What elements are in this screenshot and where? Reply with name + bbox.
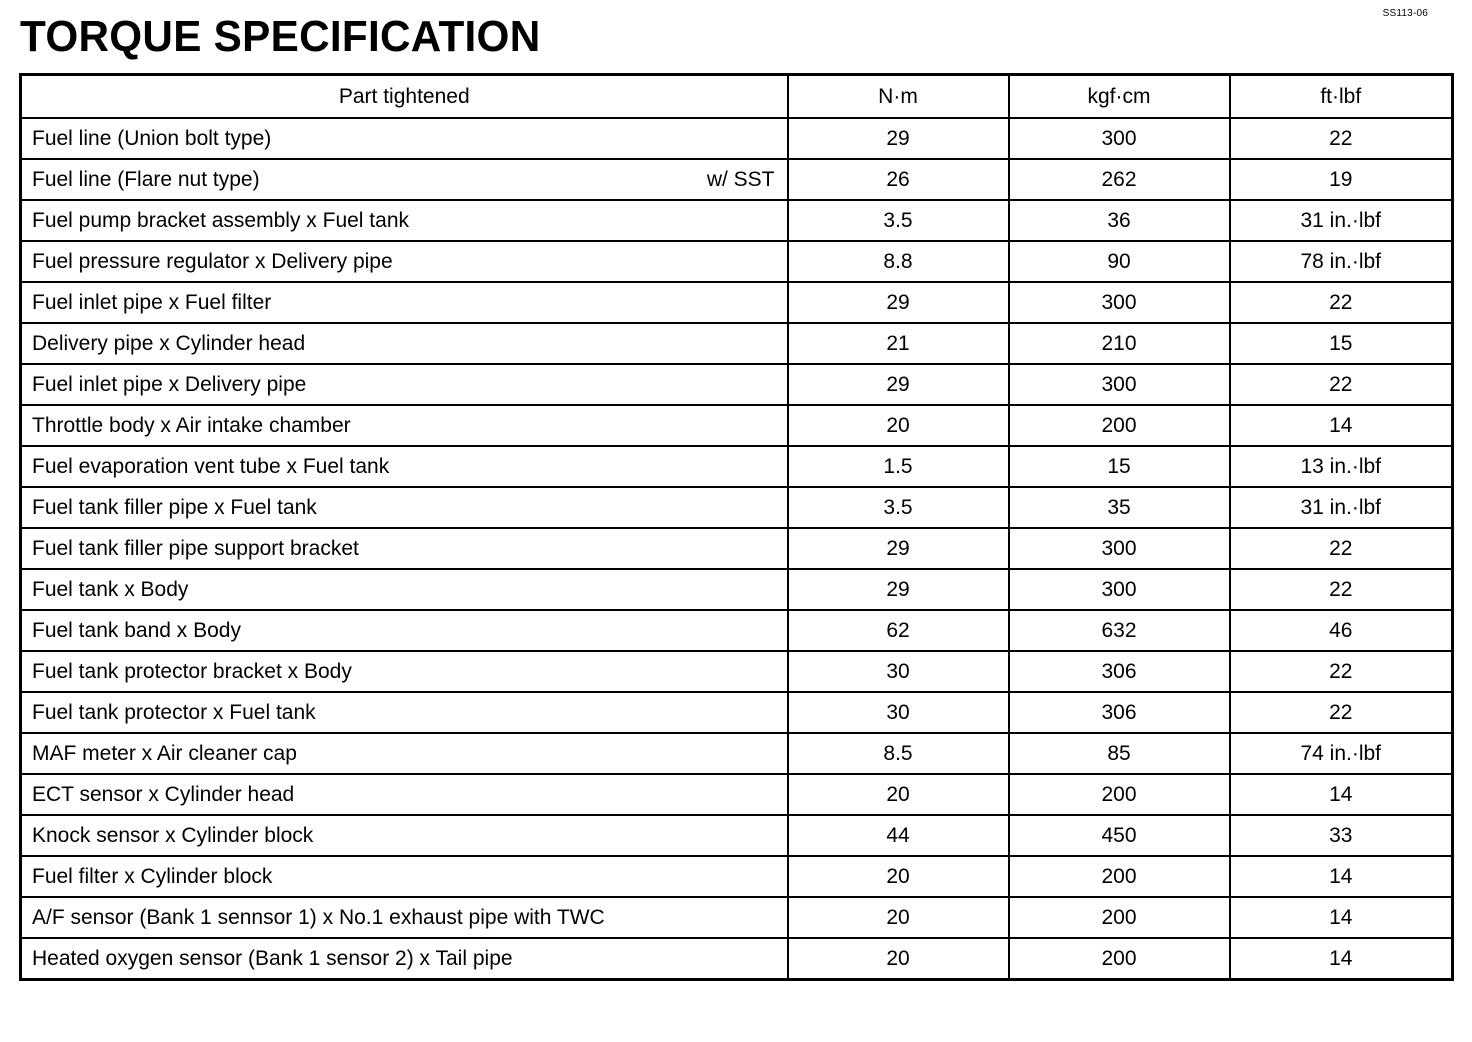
cell-nm: 62 (788, 610, 1009, 651)
table-row (21, 733, 1453, 774)
part-label: Throttle body x Air intake chamber (32, 413, 351, 437)
table-row (21, 569, 1453, 610)
cell-nm: 29 (788, 118, 1009, 159)
cell-part-tightened (21, 815, 788, 856)
cell-ft-lbf: 14 (1230, 774, 1453, 815)
table-row (21, 405, 1453, 446)
cell-part-tightened (21, 200, 788, 241)
part-label: Fuel tank protector bracket x Body (32, 659, 352, 683)
cell-kgf-cm: 200 (1009, 897, 1230, 938)
cell-ft-lbf: 31 in.·lbf (1230, 487, 1453, 528)
table-row (21, 200, 1453, 241)
cell-nm: 20 (788, 897, 1009, 938)
part-label: Fuel tank band x Body (32, 618, 241, 642)
cell-ft-lbf: 22 (1230, 282, 1453, 323)
cell-part-tightened (21, 241, 788, 282)
cell-ft-lbf: 22 (1230, 118, 1453, 159)
cell-kgf-cm: 306 (1009, 651, 1230, 692)
cell-nm: 8.5 (788, 733, 1009, 774)
cell-nm: 29 (788, 528, 1009, 569)
table-row (21, 897, 1453, 938)
part-label: Fuel line (Union bolt type) (32, 126, 272, 150)
cell-kgf-cm: 90 (1009, 241, 1230, 282)
page-title: TORQUE SPECIFICATION (20, 12, 541, 61)
cell-part-tightened (21, 323, 788, 364)
cell-ft-lbf: 46 (1230, 610, 1453, 651)
cell-nm: 8.8 (788, 241, 1009, 282)
cell-kgf-cm: 85 (1009, 733, 1230, 774)
cell-nm: 30 (788, 692, 1009, 733)
document-code: SS113-06 (1382, 8, 1428, 19)
cell-part-tightened (21, 692, 788, 733)
part-label: Fuel pump bracket assembly x Fuel tank (32, 208, 409, 232)
cell-kgf-cm: 15 (1009, 446, 1230, 487)
table-row (21, 528, 1453, 569)
cell-nm: 26 (788, 159, 1009, 200)
cell-part-tightened (21, 938, 788, 980)
cell-part-tightened (21, 405, 788, 446)
cell-ft-lbf: 22 (1230, 364, 1453, 405)
cell-ft-lbf: 33 (1230, 815, 1453, 856)
part-label: Fuel pressure regulator x Delivery pipe (32, 249, 393, 273)
table-body (21, 118, 1453, 980)
table-header-row (21, 75, 1453, 119)
header-part-tightened: Part tightened (21, 75, 788, 119)
table-row (21, 282, 1453, 323)
cell-ft-lbf: 22 (1230, 651, 1453, 692)
table-row (21, 241, 1453, 282)
cell-kgf-cm: 300 (1009, 282, 1230, 323)
table-row (21, 774, 1453, 815)
cell-nm: 20 (788, 774, 1009, 815)
cell-kgf-cm: 200 (1009, 405, 1230, 446)
cell-kgf-cm: 300 (1009, 528, 1230, 569)
cell-kgf-cm: 36 (1009, 200, 1230, 241)
cell-part-tightened (21, 446, 788, 487)
table-row (21, 446, 1453, 487)
table-row (21, 856, 1453, 897)
table-row (21, 159, 1453, 200)
table-row (21, 364, 1453, 405)
cell-ft-lbf: 31 in.·lbf (1230, 200, 1453, 241)
cell-nm: 30 (788, 651, 1009, 692)
cell-nm: 20 (788, 856, 1009, 897)
cell-part-tightened (21, 364, 788, 405)
cell-part-tightened (21, 897, 788, 938)
table-row (21, 118, 1453, 159)
cell-ft-lbf: 22 (1230, 692, 1453, 733)
part-label: Fuel inlet pipe x Delivery pipe (32, 372, 307, 396)
cell-ft-lbf: 74 in.·lbf (1230, 733, 1453, 774)
table-row (21, 651, 1453, 692)
cell-kgf-cm: 306 (1009, 692, 1230, 733)
part-label: Fuel tank filler pipe x Fuel tank (32, 495, 317, 519)
cell-ft-lbf: 13 in.·lbf (1230, 446, 1453, 487)
part-label: Fuel tank protector x Fuel tank (32, 700, 316, 724)
part-label: ECT sensor x Cylinder head (32, 782, 295, 806)
cell-part-tightened (21, 159, 788, 200)
cell-part-tightened (21, 610, 788, 651)
cell-ft-lbf: 19 (1230, 159, 1453, 200)
cell-nm: 3.5 (788, 200, 1009, 241)
cell-nm: 3.5 (788, 487, 1009, 528)
cell-kgf-cm: 300 (1009, 364, 1230, 405)
cell-nm: 44 (788, 815, 1009, 856)
cell-part-tightened (21, 856, 788, 897)
cell-part-tightened (21, 118, 788, 159)
cell-ft-lbf: 15 (1230, 323, 1453, 364)
cell-kgf-cm: 300 (1009, 118, 1230, 159)
cell-kgf-cm: 200 (1009, 938, 1230, 980)
cell-kgf-cm: 450 (1009, 815, 1230, 856)
part-label: Fuel filter x Cylinder block (32, 864, 273, 888)
torque-spec-table (19, 73, 1454, 981)
part-label: Fuel evaporation vent tube x Fuel tank (32, 454, 390, 478)
part-label: Fuel line (Flare nut type) (32, 167, 260, 191)
part-label: MAF meter x Air cleaner cap (32, 741, 297, 765)
cell-nm: 21 (788, 323, 1009, 364)
cell-nm: 29 (788, 282, 1009, 323)
part-label: Fuel tank x Body (32, 577, 189, 601)
part-label: Heated oxygen sensor (Bank 1 sensor 2) x Tail pipe (32, 946, 513, 970)
part-label: Delivery pipe x Cylinder head (32, 331, 306, 355)
cell-ft-lbf: 22 (1230, 569, 1453, 610)
cell-kgf-cm: 35 (1009, 487, 1230, 528)
cell-nm: 29 (788, 364, 1009, 405)
part-label: Knock sensor x Cylinder block (32, 823, 314, 847)
part-note: w/ SST (706, 167, 775, 191)
cell-part-tightened (21, 733, 788, 774)
cell-kgf-cm: 632 (1009, 610, 1230, 651)
part-label: A/F sensor (Bank 1 sennsor 1) x No.1 exhaust pipe with TWC (32, 905, 605, 929)
cell-part-tightened (21, 651, 788, 692)
cell-part-tightened (21, 282, 788, 323)
part-label: Fuel inlet pipe x Fuel filter (32, 290, 272, 314)
header-kgf-cm: kgf·cm (1009, 75, 1230, 119)
cell-part-tightened (21, 569, 788, 610)
cell-nm: 20 (788, 938, 1009, 980)
part-label: Fuel tank filler pipe support bracket (32, 536, 359, 560)
header-nm: N·m (788, 75, 1009, 119)
cell-ft-lbf: 14 (1230, 938, 1453, 980)
cell-part-tightened (21, 774, 788, 815)
header-ft-lbf: ft·lbf (1230, 75, 1453, 119)
cell-part-tightened (21, 487, 788, 528)
table-row (21, 610, 1453, 651)
cell-nm: 29 (788, 569, 1009, 610)
cell-nm: 20 (788, 405, 1009, 446)
cell-ft-lbf: 14 (1230, 856, 1453, 897)
table-row (21, 815, 1453, 856)
cell-nm: 1.5 (788, 446, 1009, 487)
cell-ft-lbf: 14 (1230, 897, 1453, 938)
cell-ft-lbf: 14 (1230, 405, 1453, 446)
table-row (21, 323, 1453, 364)
table-row (21, 487, 1453, 528)
cell-kgf-cm: 210 (1009, 323, 1230, 364)
table-row (21, 938, 1453, 980)
cell-ft-lbf: 78 in.·lbf (1230, 241, 1453, 282)
cell-ft-lbf: 22 (1230, 528, 1453, 569)
table-row (21, 692, 1453, 733)
cell-part-tightened (21, 528, 788, 569)
cell-kgf-cm: 262 (1009, 159, 1230, 200)
cell-kgf-cm: 300 (1009, 569, 1230, 610)
cell-kgf-cm: 200 (1009, 856, 1230, 897)
cell-kgf-cm: 200 (1009, 774, 1230, 815)
